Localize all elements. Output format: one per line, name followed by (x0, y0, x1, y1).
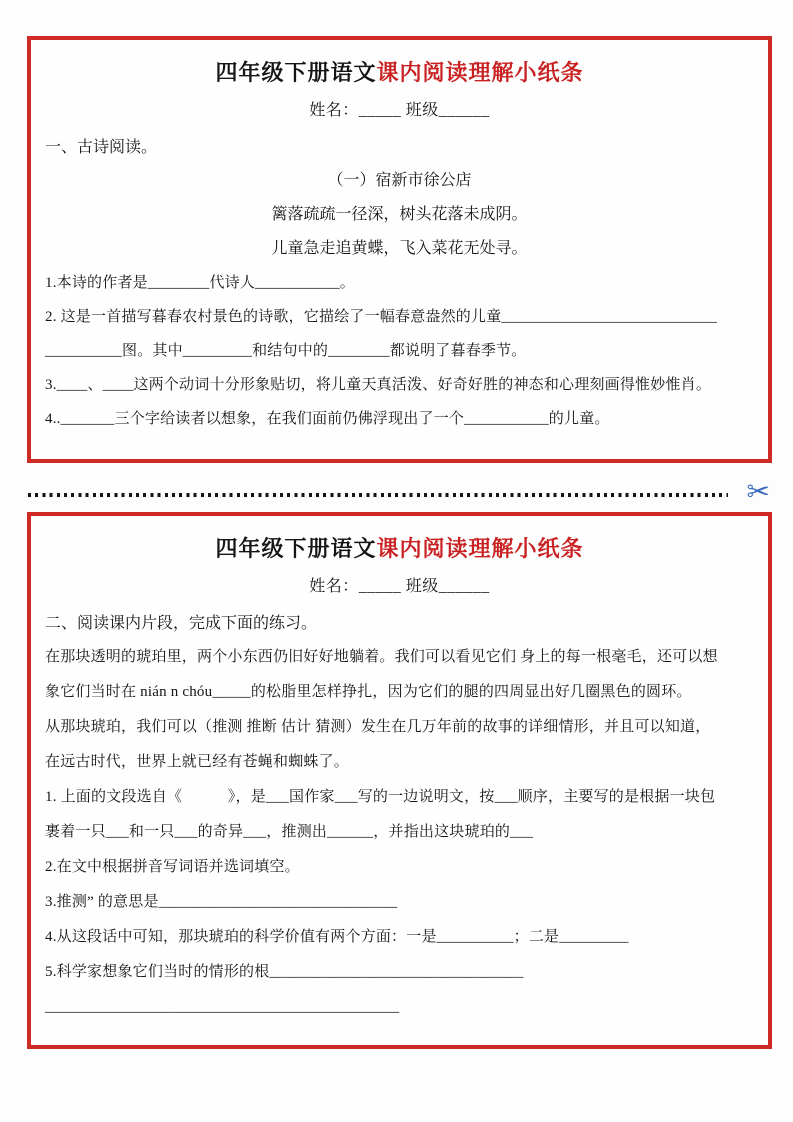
slip2-question-5-line1: 5.科学家想象它们当时的情形的根_________________________________ (45, 964, 524, 980)
slip-1 (27, 36, 772, 463)
passage-line: 象它们当时在 nián n chóu_____的松脂里怎样挣扎，因为它们的腿的四周显出好几圈黑色的圆环。 (45, 684, 692, 700)
passage-line: 在远古时代，世界上就已经有苍蝇和蜘蛛了。 (45, 754, 350, 770)
dotted-cut-line (28, 493, 728, 497)
slip2-name-class-line: 姓名：_____ 班级______ (309, 578, 490, 595)
cut-divider (28, 475, 772, 508)
slip2-question-4: 4.从这段话中可知，那块琥珀的科学价值有两个方面：一是__________；二是_________ (45, 929, 629, 945)
slip1-question-2-line2: __________图。其中_________和结句中的________都说明了暮春季节。 (45, 343, 527, 359)
slip1-title-black: 四年级下册语文 (215, 60, 377, 85)
slip2-question-1-line1: 1. 上面的文段选自《 》，是___国作家___写的一边说明文，按___顺序，主要写的是根据一块包 (45, 789, 716, 805)
slip2-question-1-line2: 裹着一只___和一只___的奇异___，推测出______，并指出这块琥珀的___ (45, 824, 534, 840)
slip-2 (27, 512, 772, 1049)
slip1-question-2-line1: 2. 这是一首描写暮春农村景色的诗歌，它描绘了一幅春意盎然的儿童____________________________ (45, 309, 718, 325)
slip1-name-class-line: 姓名：_____ 班级______ (309, 102, 490, 119)
slip2-title-red: 课内阅读理解小纸条 (376, 536, 584, 561)
passage-line: 在那块透明的琥珀里，两个小东西仍旧好好地躺着。我们可以看见它们 身上的每一根毫毛，还可以想 (45, 649, 718, 665)
slip2-question-2: 2.在文中根据拼音写词语并选词填空。 (45, 859, 300, 875)
slip2-section-heading: 二、阅读课内片段，完成下面的练习。 (45, 615, 318, 632)
slip2-question-3: 3.推测” 的意思是_______________________________ (45, 894, 398, 910)
slip2-title (45, 534, 754, 564)
slip1-question-1: 1.本诗的作者是________代诗人___________。 (45, 275, 355, 291)
slip1-question-4: 4.._______三个字给读者以想象，在我们面前仍佛浮现出了一个___________的儿童。 (45, 411, 610, 427)
passage-line: 从那块琥珀，我们可以（推测 推断 估计 猜测）发生在几万年前的故事的详细情形，并且可以知道， (45, 719, 711, 735)
slip1-title-red: 课内阅读理解小纸条 (376, 60, 584, 85)
slip1-poem-line: 篱落疏疏一径深，树头花落未成阴。 (271, 206, 528, 223)
slip1-title (45, 58, 754, 88)
slip1-poem-line: 儿童急走追黄蝶，飞入菜花无处寻。 (271, 240, 528, 257)
slip2-title-black: 四年级下册语文 (215, 536, 377, 561)
slip1-poem-title: （一）宿新市徐公店 (327, 172, 472, 189)
slip1-section-heading: 一、古诗阅读。 (45, 139, 158, 156)
slip2-question-5-line2: ______________________________________________ (45, 999, 400, 1015)
scissors-icon: ✂ (746, 475, 770, 508)
slip1-question-3: 3.____、____这两个动词十分形象贴切，将儿童天真活泼、好奇好胜的神态和心理刻画得惟妙惟肖。 (45, 377, 712, 393)
